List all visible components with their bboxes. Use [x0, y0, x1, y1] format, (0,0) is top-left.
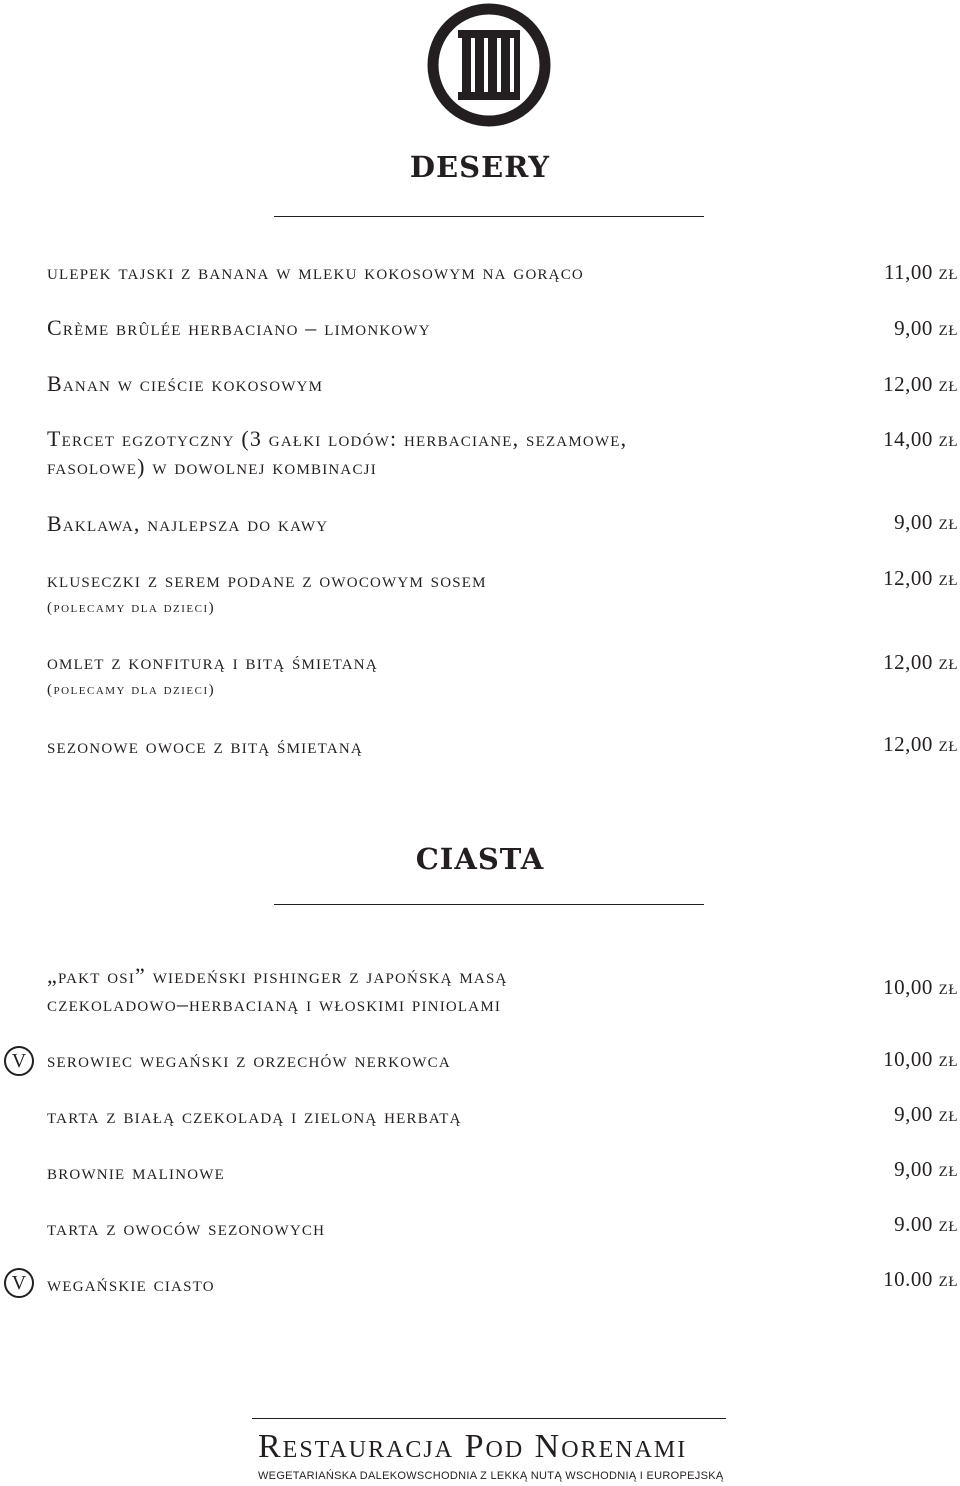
menu-item	[47, 1046, 847, 1074]
item-note: (polecamy dla dzieci)	[47, 600, 216, 616]
item-name: ulepek tajski z banana w mleku kokosowym na gorąco	[47, 259, 584, 284]
item-price: 9,00 zł	[894, 510, 958, 534]
ciasta-title: CIASTA	[415, 842, 545, 876]
item-name: Baklawa, najlepsza do kawy	[47, 511, 329, 536]
item-note: (polecamy dla dzieci)	[47, 682, 216, 698]
menu-item	[47, 425, 847, 481]
item-price: 11,00 zł	[883, 260, 958, 284]
item-price: 12,00 zł	[883, 566, 958, 590]
menu-item	[47, 1102, 847, 1130]
item-price: 9,00 zł	[894, 316, 958, 340]
item-name: omlet z konfiturą i bitą śmietaną	[47, 649, 378, 674]
item-name: serowiec wegański z orzechów nerkowca	[47, 1047, 451, 1072]
item-name-continued: czekoladowo–herbacianą i włoskimi piniolami	[47, 991, 502, 1016]
item-price: 10,00 zł	[883, 1047, 958, 1071]
item-name: Banan w cieście kokosowym	[47, 371, 324, 396]
item-name: sezonowe owoce z bitą śmietaną	[47, 733, 363, 758]
item-price: 9.00 zł	[894, 1212, 958, 1236]
item-name: Tercet egzotyczny (3 gałki lodów: herbaciane, sezamowe,	[47, 426, 628, 451]
item-name: kluseczki z serem podane z owocowym sosem	[47, 567, 487, 592]
item-price: 12,00 zł	[883, 650, 958, 674]
item-price: 12,00 zł	[883, 732, 958, 756]
menu-item	[47, 258, 847, 286]
item-price: 9,00 zł	[894, 1157, 958, 1181]
menu-item	[47, 1214, 847, 1242]
item-name-continued: fasolowe) w dowolnej kombinacji	[47, 454, 377, 479]
menu-item	[47, 510, 847, 538]
item-price: 14,00 zł	[883, 427, 958, 451]
menu-item	[47, 962, 847, 1018]
item-price: 12,00 zł	[883, 372, 958, 396]
restaurant-tagline: WEGETARIAŃSKA DALEKOWSCHODNIA Z LEKKĄ NUTĄ WSCHODNIĄ I EUROPEJSKĄ	[258, 1470, 724, 1482]
item-name: brownie malinowe	[47, 1159, 226, 1184]
menu-item	[47, 1270, 847, 1298]
ciasta-divider	[274, 904, 704, 905]
item-name: wegańskie ciasto	[47, 1271, 215, 1296]
menu-item	[47, 732, 847, 760]
item-price: 10,00 zł	[883, 975, 958, 999]
item-price: 9,00 zł	[894, 1102, 958, 1126]
vegan-badge: V	[4, 1046, 34, 1076]
columns-logo-icon	[426, 2, 552, 128]
menu-item	[47, 566, 847, 618]
menu-item	[47, 370, 847, 398]
item-name: tarta z owoców sezonowych	[47, 1215, 326, 1240]
desery-divider	[274, 216, 704, 217]
vegan-badge: V	[4, 1268, 34, 1298]
item-name: „pakt osi” wiedeński pishinger z japońską masą	[47, 963, 508, 988]
restaurant-name: Restauracja Pod Norenami	[258, 1428, 688, 1465]
item-price: 10.00 zł	[883, 1267, 958, 1291]
footer-divider	[252, 1418, 726, 1419]
item-name: tarta z białą czekoladą i zieloną herbatą	[47, 1103, 462, 1128]
menu-item	[47, 314, 847, 342]
menu-item	[47, 1158, 847, 1186]
item-name: Crème brûlée herbaciano – limonkowy	[47, 315, 431, 340]
desery-title: DESERY	[409, 150, 551, 184]
menu-item	[47, 648, 847, 700]
